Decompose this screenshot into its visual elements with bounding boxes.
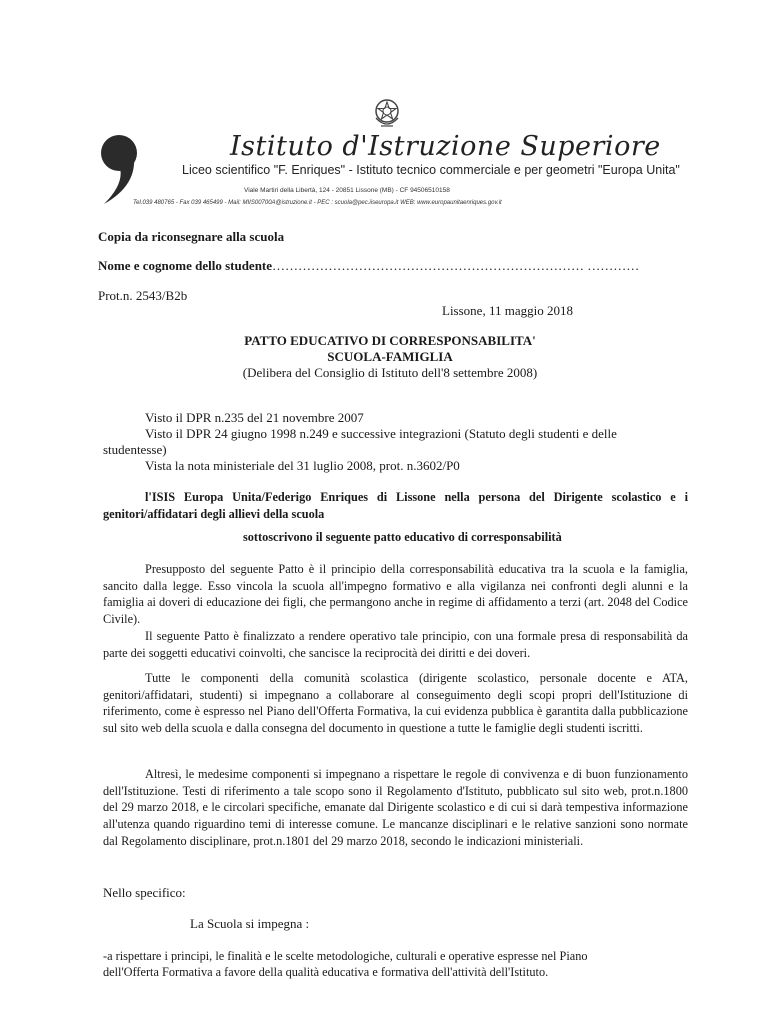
protocol-number: Prot.n. 2543/B2b xyxy=(98,288,188,303)
copy-note: Copia da riconsegnare alla scuola xyxy=(98,229,285,244)
reference-3: Vista la nota ministeriale del 31 luglio 2008, prot. n.3602/P0 xyxy=(145,458,460,473)
place-date: Lissone, 11 maggio 2018 xyxy=(442,303,573,318)
institute-name: Istituto d'Istruzione Superiore xyxy=(230,131,661,162)
republic-emblem-icon xyxy=(372,96,402,130)
title-line-2: SCUOLA-FAMIGLIA xyxy=(327,349,453,364)
subscribe-statement: sottoscrivono il seguente patto educativo di corresponsabilità xyxy=(243,530,562,544)
reference-2-cont: studentesse) xyxy=(103,442,167,457)
institute-subtitle: Liceo scientifico "F. Enriques" - Istituto tecnico commerciale e per geometri "Europa Unita" xyxy=(182,163,680,177)
specific-heading: Nello specifico: xyxy=(103,885,186,900)
comma-logo-icon xyxy=(98,134,140,206)
institute-address: Viale Martiri della Libertà, 124 - 20851 Lissone (MB) - CF 94506510158 xyxy=(244,187,450,194)
paragraph-1: Presupposto del seguente Patto è il principio della corresponsabilità educativa tra la scuola e la famiglia, sancito dalla legge. Esso vincola la scuola all'impegno formativo e alla vigilanza nei confronti degli alunni e la famiglia ai doveri di educazione dei figli, che permangono anche in regime di affidamento a terzi (art. 2048 del Codice Civile). Il seguente Patto è finalizzato a rendere operativo tale principio, con una formale presa di responsabilità da parte dei soggetti educativi coinvolti, che sancisce la reciprocità dei diritti e dei doveri. xyxy=(103,562,688,660)
title-line-1: PATTO EDUCATIVO DI CORRESPONSABILITA' xyxy=(244,333,536,348)
student-name-field xyxy=(98,258,639,274)
reference-1: Visto il DPR n.235 del 21 novembre 2007 xyxy=(145,410,364,425)
commitment-item-1: -a rispettare i principi, le finalità e le scelte metodologiche, culturali e operative espresse nel Piano xyxy=(103,949,588,963)
title-line-3: (Delibera del Consiglio di Istituto dell'8 settembre 2008) xyxy=(242,365,538,380)
commitment-item-1-cont: dell'Offerta Formativa a favore della qualità educativa e formativa dell'attività dell'Istituto. xyxy=(103,965,549,979)
paragraph-4: Altresì, le medesime componenti si impegnano a rispettare le regole di convivenza e di buon funzionamento dell'Istituzione. Testi di riferimento a tale scopo sono il Regolamento d'Istituto, pubblicato sul sito web, prot.n.1800 del 29 marzo 2018, e le circolari specifiche, emanate dal Dirigente scolastico e di cui si darà tempestiva informazione all'utenza quando riguardino temi di interesse comune. Le mancanze disciplinari e le relative sanzioni sono normate dal Regolamento disciplinare, prot.n.1801 del 29 marzo 2018, secondo le indicazioni ministeriali. xyxy=(103,767,688,848)
parties-statement: l'ISIS Europa Unita/Federigo Enriques di Lissone nella persona del Dirigente scolastico e i genitori/affidatari degli allievi della scuola xyxy=(103,490,688,521)
student-name-label: Nome e cognome dello studente xyxy=(98,258,273,273)
paragraph-2: Il seguente Patto è finalizzato a rendere operativo tale principio, con una formale presa di responsabilità da parte dei soggetti educativi coinvolti, che sancisce la reciprocità dei diritti e dei doveri. xyxy=(103,628,688,660)
student-name-dots: ……………………………………………………………… ………… xyxy=(272,258,640,273)
school-commits-heading: La Scuola si impegna : xyxy=(190,916,310,931)
paragraph-3: Tutte le componenti della comunità scolastica (dirigente scolastico, personale docente e ATA, genitori/affidatari, studenti) si impegnano a collaborare al conseguimento degli scopi propri dell'Istituzione di riferimento, come è espresso nel Piano dell'Offerta Formativa, la cui evidenza pubblica è garantita dalla pubblicazione sul sito web della scuola e dalla consegna del documento in questione a tutte le famiglie degli studenti iscritti. xyxy=(103,671,688,736)
institute-contacts: Tel.039 480765 - Fax 039 465499 - Mail: MIIS00700A@istruzione.it - PEC : scuola@pec.iiseuropa.it WEB: www.europaunitaenriques.gov.it xyxy=(133,200,502,206)
reference-2: Visto il DPR 24 giugno 1998 n.249 e successive integrazioni (Statuto degli studenti e delle xyxy=(145,426,617,441)
